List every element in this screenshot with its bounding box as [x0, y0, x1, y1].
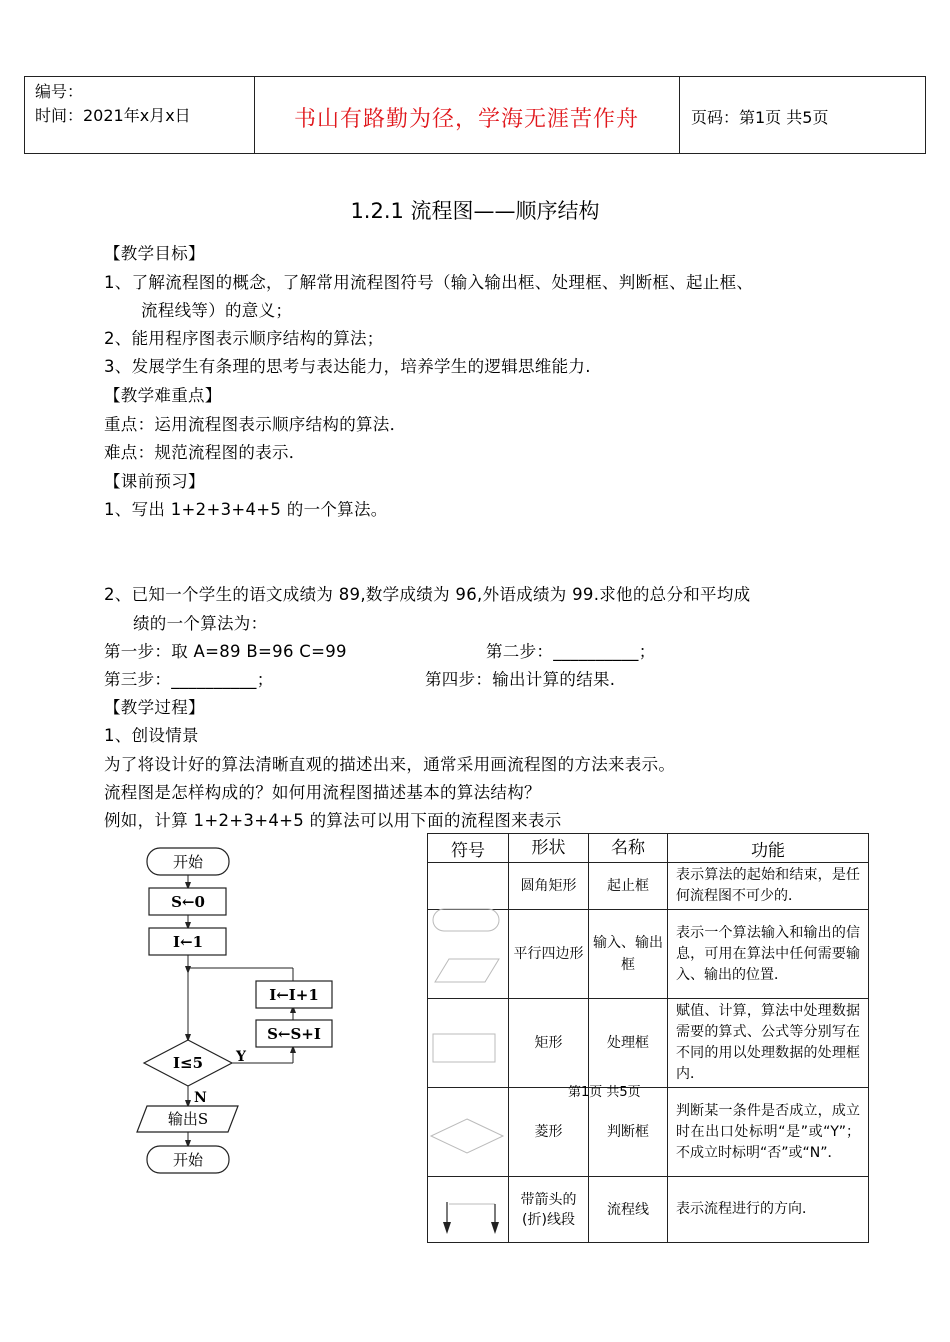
- th-shape: 形状: [509, 834, 589, 863]
- header-motto-cell: [254, 77, 680, 153]
- time-label: 时间：2021年x月x日: [35, 106, 191, 125]
- th-name: 名称: [589, 834, 668, 863]
- symbol-drawings: [427, 862, 507, 1242]
- parallelogram-symbol: [435, 959, 499, 982]
- flow-decision-label: I≤5: [172, 1054, 204, 1072]
- page-title: 1.2.1 流程图——顺序结构: [350, 199, 600, 223]
- flow-i-inc-label: I←I+1: [269, 986, 319, 1004]
- rounded-rect-symbol: [433, 909, 499, 931]
- goal-item-1: 1、了解流程图的概念，了解常用流程图符号（输入输出框、处理框、判断框、起止框、: [104, 273, 754, 292]
- goal-item-1-cont: 流程线等）的意义；: [141, 301, 293, 320]
- number-label: 编号：: [35, 82, 84, 101]
- shape-cell: 圆角矩形: [509, 863, 589, 910]
- function-cell: 表示一个算法输入和输出的信息，可用在算法中任何需要输入、输出的位置．: [668, 910, 869, 999]
- function-cell: 判断某一条件是否成立，成立时在出口处标明“是”或“Y”；不成立时标明“否”或“N”．: [668, 1088, 869, 1177]
- process-sub-1: 1、创设情景: [104, 726, 199, 745]
- flow-s-add-label: S←S+I: [267, 1025, 321, 1043]
- function-cell: 表示流程进行的方向．: [668, 1177, 869, 1243]
- arrow-down-icon: [443, 1222, 451, 1234]
- flow-s-init-label: S←0: [171, 893, 205, 911]
- rectangle-symbol: [433, 1034, 495, 1062]
- preview-question-2: 2、已知一个学生的语文成绩为 89,数学成绩为 96,外语成绩为 99.求他的总分和平均成: [104, 585, 751, 604]
- th-function: 功能: [668, 834, 869, 863]
- function-cell: 表示算法的起始和结束，是任何流程图不可少的．: [668, 863, 869, 910]
- function-cell: 赋值、计算，算法中处理数据需要的算式、公式等分别写在不同的用以处理数据的处理框内．: [668, 999, 869, 1088]
- name-cell: 判断框: [589, 1088, 668, 1177]
- shape-cell: 菱形: [509, 1088, 589, 1177]
- process-para-1: 为了将设计好的算法清晰直观的描述出来，通常采用画流程图的方法来表示。: [104, 755, 676, 774]
- shape-cell: 平行四边形: [509, 910, 589, 999]
- flow-yes-label: Y: [236, 1049, 246, 1065]
- name-cell: 起止框: [589, 863, 668, 910]
- flow-start-label: 开始: [172, 853, 204, 871]
- goal-item-2: 2、能用程序图表示顺序结构的算法；: [104, 329, 384, 348]
- arrow-down-icon: [491, 1222, 499, 1234]
- step-1: 第一步：取 A=89 B=96 C=99: [104, 642, 347, 661]
- diamond-symbol: [431, 1119, 503, 1153]
- step-2: 第二步：__________；: [486, 642, 656, 661]
- key-points-heading: 【教学难重点】: [104, 386, 222, 405]
- header-meta-cell: [25, 77, 255, 153]
- goal-item-3: 3、发展学生有条理的思考与表达能力，培养学生的逻辑思维能力.: [104, 357, 591, 376]
- process-para-2: 流程图是怎样构成的？如何用流程图描述基本的算法结构？: [104, 783, 541, 802]
- page-info: 页码：第1页 共5页: [691, 108, 829, 127]
- shape-cell: 矩形: [509, 999, 589, 1088]
- name-cell: 流程线: [589, 1177, 668, 1243]
- shape-cell: 带箭头的(折)线段: [509, 1177, 589, 1243]
- difficulty-text: 难点：规范流程图的表示．: [104, 443, 306, 462]
- motto: 书山有路勤为径，学海无涯苦作舟: [293, 107, 639, 132]
- th-symbol: 符号: [428, 834, 509, 863]
- preview-heading: 【课前预习】: [104, 472, 205, 491]
- goals-heading: 【教学目标】: [104, 244, 205, 263]
- flowchart: [120, 838, 350, 1180]
- name-cell: 处理框: [589, 999, 668, 1088]
- flow-i-init-label: I←1: [172, 933, 204, 951]
- process-heading: 【教学过程】: [104, 698, 205, 717]
- preview-question-2-cont: 绩的一个算法为：: [133, 614, 268, 633]
- process-para-3: 例如，计算 1+2+3+4+5 的算法可以用下面的流程图来表示: [104, 811, 562, 830]
- step-3: 第三步：__________；: [104, 670, 274, 689]
- name-cell: 输入、输出框: [589, 910, 668, 999]
- step-4: 第四步：输出计算的结果.: [425, 670, 616, 689]
- header-table: [24, 76, 926, 154]
- flow-no-label: N: [194, 1090, 207, 1106]
- page-footer: 第1页 共5页: [568, 1085, 641, 1100]
- header-page-cell: [679, 77, 925, 153]
- table-header-row: [428, 834, 869, 863]
- preview-question-1: 1、写出 1+2+3+4+5 的一个算法。: [104, 500, 388, 519]
- focus-text: 重点：运用流程图表示顺序结构的算法．: [104, 415, 407, 434]
- flow-end-label: 开始: [172, 1151, 204, 1169]
- flow-output-label: 输出S: [167, 1110, 209, 1128]
